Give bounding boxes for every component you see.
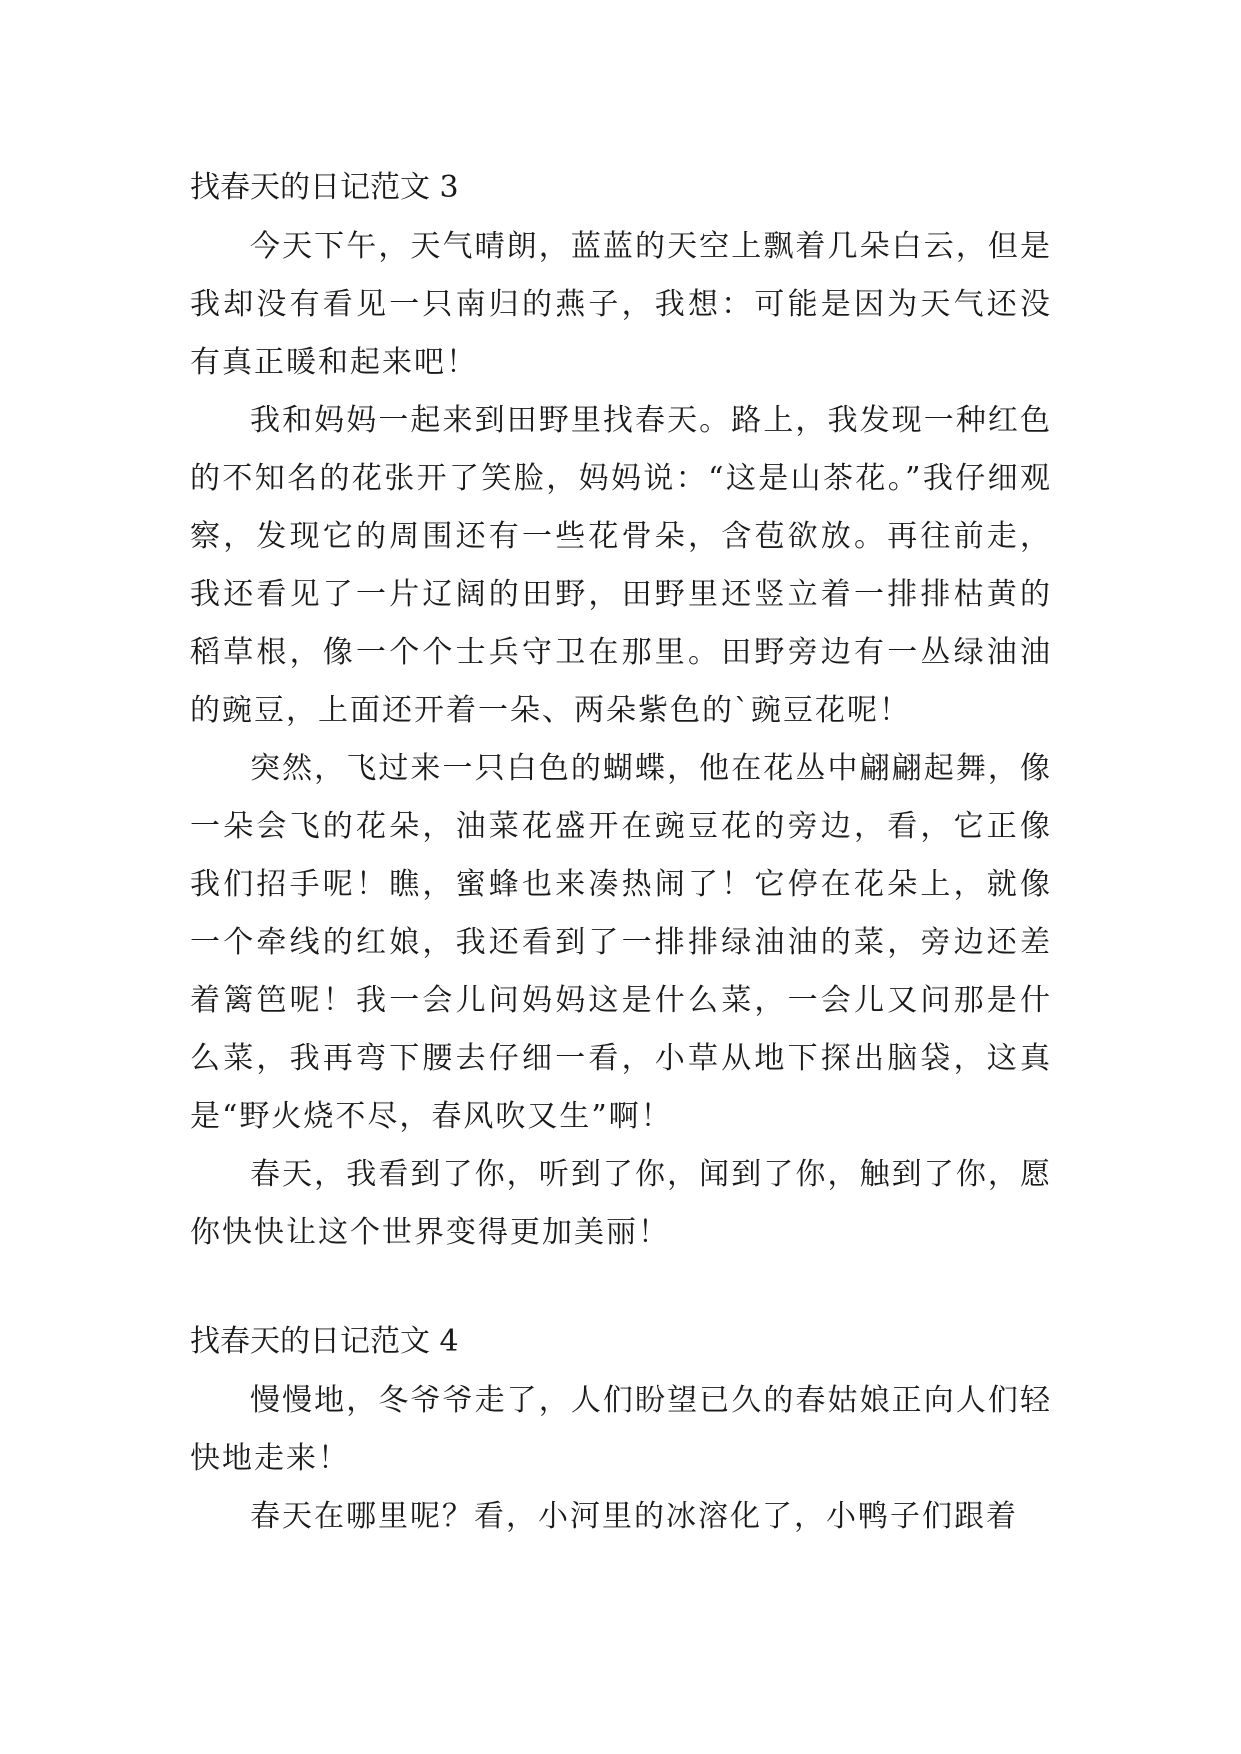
paragraph: 今天下午，天气晴朗，蓝蓝的天空上飘着几朵白云，但是我却没有看见一只南归的燕子，我想：可能是因为天气还没有真正暖和起来吧！ — [190, 229, 1052, 380]
section-spacer — [190, 1262, 1052, 1312]
section-title: 找春天的日记范文 3 — [190, 170, 459, 205]
section-4 — [190, 1312, 1052, 1546]
paragraph: 春天在哪里呢？看，小河里的冰溶化了，小鸭子们跟着 — [250, 1499, 1018, 1534]
paragraph: 慢慢地，冬爷爷走了，人们盼望已久的春姑娘正向人们轻快地走来！ — [190, 1383, 1052, 1476]
document-page — [190, 158, 1052, 1546]
paragraph: 突然，飞过来一只白色的蝴蝶，他在花丛中翩翩起舞，像一朵会飞的花朵，油菜花盛开在豌豆花的旁边，看，它正像我们招手呢！瞧，蜜蜂也来凑热闹了！它停在花朵上，就像一个牵线的红娘，我还看到了一排排绿油油的菜，旁边还差着篱笆呢！我一会儿问妈妈这是什么菜，一会儿又问那是什么菜，我再弯下腰去仔细一看，小草从地下探出脑袋，这真是“野火烧不尽，春风吹又生”啊！ — [190, 751, 1052, 1134]
section-3 — [190, 158, 1052, 1262]
section-title: 找春天的日记范文 4 — [190, 1324, 459, 1359]
paragraph: 春天，我看到了你，听到了你，闻到了你，触到了你，愿你快快让这个世界变得更加美丽！ — [190, 1157, 1052, 1250]
paragraph: 我和妈妈一起来到田野里找春天。路上，我发现一种红色的不知名的花张开了笑脸，妈妈说：“这是山茶花。”我仔细观察，发现它的周围还有一些花骨朵，含苞欲放。再往前走，我还看见了一片辽阔的田野，田野里还竖立着一排排枯黄的稻草根，像一个个士兵守卫在那里。田野旁边有一丛绿油油的豌豆，上面还开着一朵、两朵紫色的`豌豆花呢！ — [190, 403, 1052, 728]
